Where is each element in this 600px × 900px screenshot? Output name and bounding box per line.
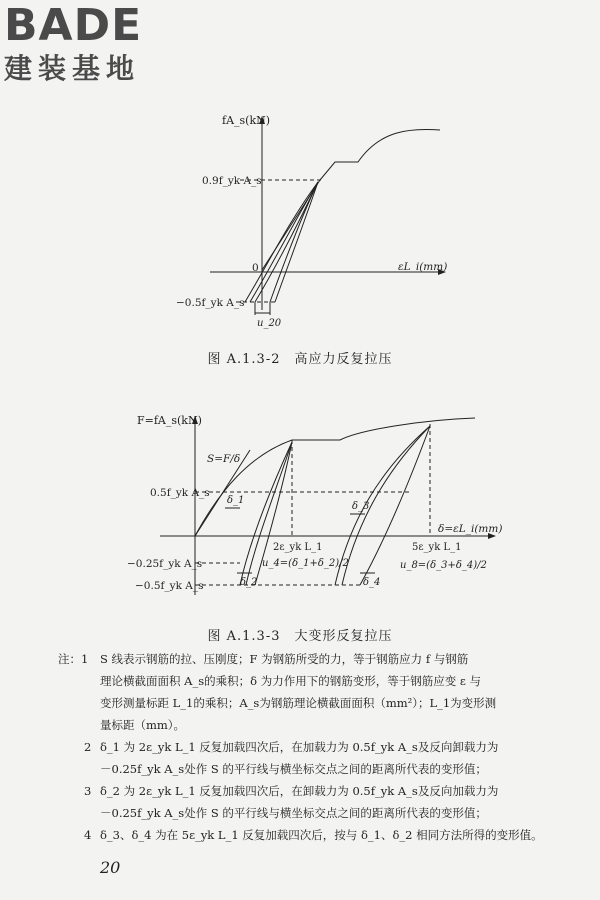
fig1-09-label: 0.9f_yk A_s — [202, 175, 262, 187]
note-line — [58, 824, 548, 846]
note-line — [58, 780, 548, 802]
fig1-u20: u_20 — [257, 318, 282, 329]
note-text: －0.25f_yk A_s处作 S 的平行线与横坐标交点之间的距离所代表的变形值； — [100, 762, 487, 776]
note-line — [58, 670, 548, 692]
note-lead — [58, 780, 84, 802]
fig2-d3: δ_3 — [352, 501, 370, 512]
note-number — [84, 802, 100, 824]
fig1-origin: 0 — [252, 262, 259, 274]
note-text: S 线表示钢筋的拉、压刚度；F 为钢筋所受的力，等于钢筋应力 f 与钢筋 — [100, 652, 469, 666]
note-text: －0.25f_yk A_s处作 S 的平行线与横坐标交点之间的距离所代表的变形值； — [100, 806, 487, 820]
fig1-neg05-label: −0.5f_yk A_s — [176, 297, 245, 309]
note-lead — [58, 692, 100, 714]
caption-figure2: 图 A.1.3-3 大变形反复拉压 — [207, 629, 393, 644]
fig2-05-label: 0.5f_yk A_s — [150, 487, 210, 499]
fig2-y-label: F=fA_s(kN) — [137, 414, 202, 427]
note-text: δ_3、δ_4 为在 5ε_yk L_1 反复加载四次后，按与 δ_1、δ_2 相同方法所得的变形值。 — [100, 828, 543, 842]
fig1-y-label: fA_s(kN) — [222, 114, 271, 127]
note-number: 4 — [84, 828, 92, 842]
fig2-x-label: δ=εL_i(mm) — [438, 523, 503, 535]
note-lead — [58, 758, 84, 780]
envelope-curve-upper — [320, 129, 440, 180]
page-number: 20 — [100, 858, 121, 877]
note-lead — [58, 736, 84, 758]
note-line — [58, 758, 548, 780]
logo — [4, 2, 204, 86]
note-line — [58, 802, 548, 824]
caption-figure1: 图 A.1.3-2 高应力反复拉压 — [207, 352, 393, 367]
notes-section — [58, 648, 548, 846]
note-lead — [58, 824, 84, 846]
fig2-d1: δ_1 — [227, 495, 245, 506]
note-number: 2 — [84, 740, 92, 754]
note-text: 变形测量标距 L_1的乘积；A_s为钢筋理论横截面面积（mm²）；L_1为变形测 — [100, 696, 497, 710]
hysteresis-loop-3 — [255, 182, 318, 302]
fig1-x-label: εL_i(mm) — [398, 261, 448, 273]
note-text: δ_1 为 2ε_yk L_1 反复加载四次后，在加载力为 0.5f_yk A_s及反向卸载力为 — [100, 740, 499, 754]
fig2-neg05-label: −0.5f_yk A_s — [135, 580, 204, 592]
logo-mark: BADE — [4, 0, 143, 51]
note-number: 3 — [84, 784, 92, 798]
note-lead: 注：1 — [58, 652, 89, 666]
note-line — [58, 648, 548, 670]
figure-large-deformation — [0, 410, 600, 610]
fig2-u4: u_4=(δ_1+δ_2)/2 — [262, 558, 349, 569]
fig2-s-label: S=F/δ — [207, 453, 241, 465]
note-line — [58, 736, 548, 758]
note-number — [84, 758, 100, 780]
logo-subtitle: 建装基地 — [4, 52, 141, 85]
note-lead — [58, 714, 100, 736]
fig2-2eps: 2ε_yk L_1 — [273, 542, 323, 553]
hysteresis-loop-2 — [250, 182, 318, 302]
figure-high-stress — [0, 110, 600, 340]
note-text: 量标距（mm）。 — [100, 718, 186, 732]
note-text: δ_2 为 2ε_yk L_1 反复加载四次后，在卸载力为 0.5f_yk A_s及反向加载力为 — [100, 784, 499, 798]
note-line — [58, 692, 548, 714]
fig2-u8: u_8=(δ_3+δ_4)/2 — [400, 560, 487, 571]
envelope-curve — [195, 418, 475, 536]
note-text: 理论横截面面积 A_s的乘积；δ 为力作用下的钢筋变形，等于钢筋应变 ε 与 — [100, 674, 481, 688]
note-lead — [58, 670, 100, 692]
fig2-d4: δ_4 — [363, 577, 381, 588]
note-line — [58, 714, 548, 736]
note-lead — [58, 802, 84, 824]
fig2-d2: δ_2 — [240, 577, 258, 588]
fig2-5eps: 5ε_yk L_1 — [412, 542, 462, 553]
fig2-neg025-label: −0.25f_yk A_s — [127, 558, 203, 570]
